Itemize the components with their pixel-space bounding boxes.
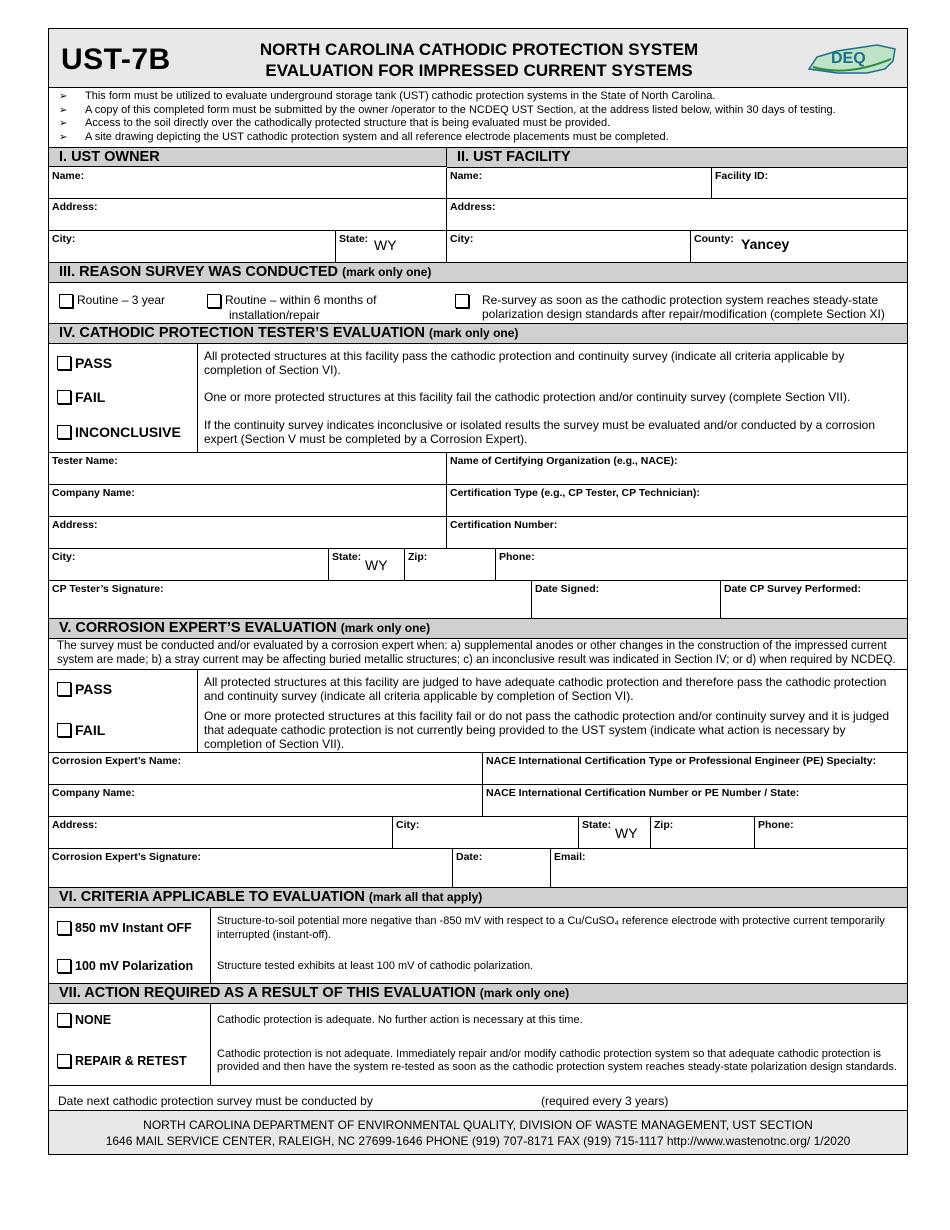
- cert-number-field[interactable]: [447, 517, 907, 548]
- intro-item: [59, 131, 901, 145]
- field-label: Tester Name:: [52, 455, 118, 467]
- field-label: Certification Number:: [450, 519, 558, 531]
- expert-address-field[interactable]: [49, 817, 393, 848]
- criteria-100mv-option[interactable]: [49, 948, 211, 983]
- tester-state-value: WY: [365, 557, 388, 573]
- option-description: One or more protected structures at this facility fail the cathodic protection and/or continuity survey (complete Section VII).: [204, 390, 851, 404]
- intro-item-text: A copy of this completed form must be submitted by the owner /operator to the NCDEQ UST Section, at the address listed below, within 30 days of testing.: [85, 103, 836, 116]
- option-description: Cathodic protection is adequate. No further action is necessary at this time.: [217, 1014, 583, 1026]
- eval-fail-row: [49, 382, 907, 412]
- intro-item: [59, 104, 901, 118]
- field-label: NACE International Certification Number or PE Number / State:: [486, 787, 800, 799]
- field-label: NACE International Certification Type or Professional Engineer (PE) Specialty:: [486, 755, 877, 767]
- intro-item: [59, 90, 901, 104]
- next-survey-note: (required every 3 years): [541, 1094, 669, 1108]
- section-title-text: VII. ACTION REQUIRED AS A RESULT OF THIS EVALUATION: [59, 985, 476, 1001]
- criteria-list: [49, 908, 907, 984]
- checkbox[interactable]: [57, 723, 71, 737]
- owner-city-field[interactable]: [49, 231, 336, 262]
- option-description: All protected structures at this facility are judged to have adequate cathodic protection and therefore pass the cathodic protection and continuity survey (indicate all criteria applicable by completion of Section VI).: [204, 675, 887, 703]
- criteria-100mv-row: [49, 948, 907, 983]
- section-title: II. UST FACILITY: [447, 148, 907, 168]
- facility-name-field[interactable]: [447, 168, 712, 198]
- field-label: Corrosion Expert’s Name:: [52, 755, 182, 767]
- cert-type-field[interactable]: [447, 485, 907, 516]
- owner-address-field[interactable]: [49, 199, 447, 230]
- section-title: [49, 984, 907, 1004]
- option-description: All protected structures at this facility pass the cathodic protection and continuity survey (indicate all criteria applicable by completion of Section VI).: [204, 349, 845, 377]
- county-value: Yancey: [741, 236, 790, 252]
- expert-pass-row: [49, 670, 907, 708]
- expert-signature-field[interactable]: [49, 849, 453, 887]
- tester-evaluation: [49, 344, 907, 453]
- expert-row: [49, 785, 907, 817]
- field-label: City:: [396, 819, 420, 831]
- footer-line1: NORTH CAROLINA DEPARTMENT OF ENVIRONMENTAL QUALITY, DIVISION OF WASTE MANAGEMENT, UST SECTION: [143, 1118, 813, 1132]
- facility-county-field[interactable]: [691, 231, 907, 262]
- reason-resurvey-checkbox[interactable]: [455, 293, 473, 308]
- nace-number-field[interactable]: [483, 785, 907, 816]
- option-label: PASS: [75, 681, 113, 697]
- ust-7b-form: [48, 28, 908, 1155]
- checkbox[interactable]: [57, 425, 71, 439]
- arrow-bullet-icon: ➢: [59, 131, 68, 143]
- option-label: Routine – within 6 months of: [225, 293, 377, 307]
- tester-phone-field[interactable]: [496, 549, 907, 580]
- facility-id-field[interactable]: [712, 168, 907, 198]
- field-label: Date Signed:: [535, 583, 600, 595]
- field-label: Facility ID:: [715, 170, 769, 182]
- fail-option[interactable]: [49, 382, 198, 412]
- reason-routine-3yr[interactable]: [59, 293, 165, 308]
- expert-state-value: WY: [615, 825, 638, 841]
- expert-city-field[interactable]: [393, 817, 579, 848]
- expert-date-field[interactable]: [453, 849, 551, 887]
- expert-pass-option[interactable]: [49, 670, 198, 708]
- option-label: Routine – 3 year: [77, 293, 166, 307]
- section-title-text: IV. CATHODIC PROTECTION TESTER’S EVALUATION: [59, 325, 426, 341]
- tester-city-field[interactable]: [49, 549, 329, 580]
- option-description: Structure tested exhibits at least 100 mV of cathodic polarization.: [217, 959, 534, 972]
- field-label: Date CP Survey Performed:: [724, 583, 861, 595]
- arrow-bullet-icon: ➢: [59, 118, 68, 129]
- action-repair-row: [49, 1036, 907, 1085]
- cert-org-field[interactable]: [447, 453, 907, 484]
- eval-inconclusive-row: [49, 412, 907, 452]
- option-label: installation/repair: [229, 307, 320, 322]
- tester-row: [49, 549, 907, 581]
- field-label: Zip:: [654, 819, 674, 831]
- logo-text: DEQ: [831, 50, 866, 67]
- field-label: Phone:: [499, 551, 535, 563]
- facility-city-field[interactable]: [447, 231, 691, 262]
- option-description: Structure-to-soil potential more negative than -850 mV with respect to a Cu/CuSO₄ reference electrode with protective current temporarily interrupted (instant-off).: [217, 915, 885, 941]
- expert-phone-field[interactable]: [755, 817, 907, 848]
- field-label: State:: [339, 233, 369, 245]
- form-header: [49, 29, 907, 88]
- tester-row: [49, 453, 907, 485]
- field-label: Name:: [450, 170, 483, 182]
- tester-zip-field[interactable]: [405, 549, 496, 580]
- section-title: [49, 263, 907, 283]
- date-survey-field[interactable]: [721, 581, 907, 618]
- field-label: Name:: [52, 170, 85, 182]
- tester-state-field[interactable]: [329, 549, 405, 580]
- action-none-option[interactable]: [49, 1004, 211, 1036]
- checkbox[interactable]: [57, 682, 71, 696]
- date-signed-field[interactable]: [532, 581, 721, 618]
- section-title: I. UST OWNER: [49, 148, 447, 167]
- checkbox[interactable]: [59, 294, 73, 308]
- owner-facility-header: [49, 148, 907, 168]
- field-label: City:: [52, 551, 76, 563]
- option-label: 100 mV Polarization: [75, 958, 194, 973]
- action-list: [49, 1004, 907, 1086]
- expert-state-field[interactable]: [579, 817, 651, 848]
- expert-fail-row: [49, 708, 907, 752]
- field-label: Corrosion Expert’s Signature:: [52, 851, 201, 863]
- intro-item: [59, 117, 901, 131]
- option-label: polarization design standards after repair/modification (complete Section XI): [482, 307, 885, 321]
- form-title-line2: EVALUATION FOR IMPRESSED CURRENT SYSTEMS: [265, 61, 693, 80]
- checkbox[interactable]: [57, 356, 71, 370]
- option-description: One or more protected structures at this facility fail or do not pass the cathodic protection and/or continuity survey and it is judged that adequate cathodic protection is not currently being provided to the UST system (indicate what action is necessary by completion of Section VII).: [204, 709, 890, 751]
- option-label: INCONCLUSIVE: [75, 424, 181, 440]
- intro-item-text: This form must be utilized to evaluate underground storage tank (UST) cathodic protection systems in the State of North Carolina.: [85, 90, 716, 102]
- section-note: (mark only one): [429, 326, 519, 340]
- section-title: [49, 324, 907, 344]
- section-note: (mark only one): [479, 986, 570, 1000]
- field-label: Zip:: [408, 551, 428, 563]
- expert-name-field[interactable]: [49, 753, 483, 784]
- checkbox[interactable]: [57, 959, 71, 973]
- field-label: Certification Type (e.g., CP Tester, CP Technician):: [450, 487, 700, 499]
- reason-routine-6mo[interactable]: [207, 293, 376, 322]
- expert-evaluation: [49, 670, 907, 753]
- expert-zip-field[interactable]: [651, 817, 755, 848]
- tester-signature-field[interactable]: [49, 581, 532, 618]
- checkbox[interactable]: [57, 1013, 71, 1027]
- next-survey-row: [49, 1086, 907, 1111]
- action-repair-option[interactable]: [49, 1036, 211, 1085]
- criteria-850mv-row: [49, 908, 907, 948]
- field-label: Email:: [554, 851, 586, 863]
- checkbox[interactable]: [57, 390, 71, 404]
- expert-row: [49, 753, 907, 785]
- section-note: (mark only one): [340, 621, 431, 635]
- checkbox[interactable]: [57, 1054, 71, 1068]
- owner-name-field[interactable]: [49, 168, 447, 198]
- option-label: FAIL: [75, 722, 106, 738]
- tester-row: [49, 517, 907, 549]
- arrow-bullet-icon: ➢: [59, 104, 68, 116]
- option-description: If the continuity survey indicates inconclusive or isolated results the survey must be evaluated and/or conducted by a corrosion expert (Section V must be completed by a Corrosion Expert).: [204, 418, 876, 446]
- owner-state-field[interactable]: [336, 231, 447, 262]
- tester-row: [49, 485, 907, 517]
- field-label: Name of Certifying Organization (e.g., NACE):: [450, 455, 678, 467]
- field-label: Address:: [52, 819, 98, 831]
- pass-option[interactable]: [49, 344, 198, 382]
- field-label: Phone:: [758, 819, 794, 831]
- form-title-line1: NORTH CAROLINA CATHODIC PROTECTION SYSTEM: [259, 40, 699, 59]
- intro-item-text: Access to the soil directly over the cathodically protected structure that is being evaluated must be provided.: [85, 117, 611, 129]
- arrow-bullet-icon: ➢: [59, 91, 68, 102]
- form-title: [199, 39, 759, 81]
- criteria-850mv-option[interactable]: [49, 908, 211, 948]
- option-label: Re-survey as soon as the cathodic protection system reaches steady-state: [482, 293, 879, 307]
- section-title-text: VI. CRITERIA APPLICABLE TO EVALUATION: [59, 889, 365, 905]
- field-label: Address:: [52, 201, 98, 213]
- section-title-text: III. REASON SURVEY WAS CONDUCTED: [59, 264, 339, 280]
- option-label: FAIL: [75, 389, 106, 405]
- field-label: County:: [694, 233, 734, 245]
- field-label: Address:: [52, 519, 98, 531]
- eval-pass-row: [49, 344, 907, 382]
- tester-company-field[interactable]: [49, 485, 447, 516]
- expert-intro-text: The survey must be conducted and/or evaluated by a corrosion expert when: a) supplemental anodes or other changes in the construction of the impressed current system are made; b) a stray current may be affecting buried metallic structures; c) an inconclusive result was indicated in Section IV; or d) when required by NCDEQ.: [49, 639, 907, 670]
- inconclusive-option[interactable]: [49, 412, 198, 452]
- owner-facility-row: [49, 231, 907, 263]
- deq-logo-icon: [807, 39, 899, 79]
- section-note: (mark only one): [342, 265, 432, 279]
- nace-type-field[interactable]: [483, 753, 907, 784]
- expert-row: [49, 817, 907, 849]
- tester-row: [49, 581, 907, 619]
- reason-resurvey: [482, 293, 885, 321]
- intro-item-text: A site drawing depicting the UST cathodic protection system and all reference electrode placements must be completed.: [85, 130, 669, 143]
- expert-email-field[interactable]: [551, 849, 907, 887]
- option-description: Cathodic protection is not adequate. Immediately repair and/or modify cathodic protection system so that adequate cathodic protection is provided and then have the system re-tested as soon as the cathodic protection system reaches steady-state polarization design standards.: [217, 1047, 897, 1073]
- option-label: REPAIR & RETEST: [75, 1053, 187, 1068]
- owner-facility-row: [49, 199, 907, 231]
- expert-company-field[interactable]: [49, 785, 483, 816]
- option-label: NONE: [75, 1013, 112, 1027]
- facility-address-field[interactable]: [447, 199, 907, 230]
- reason-row: [49, 283, 907, 324]
- tester-address-field[interactable]: [49, 517, 447, 548]
- field-label: Date:: [456, 851, 483, 863]
- checkbox[interactable]: [57, 921, 71, 935]
- checkbox[interactable]: [455, 294, 469, 308]
- action-none-row: [49, 1004, 907, 1036]
- field-label: Address:: [450, 201, 496, 213]
- field-label: City:: [52, 233, 76, 245]
- intro-list: [49, 88, 907, 148]
- owner-facility-row: [49, 168, 907, 199]
- section-note: (mark all that apply): [368, 890, 483, 904]
- section-title-text: V. CORROSION EXPERT’S EVALUATION: [59, 620, 337, 636]
- field-label: City:: [450, 233, 474, 245]
- field-label: Company Name:: [52, 487, 135, 499]
- form-id: UST-7B: [61, 43, 171, 76]
- next-survey-label: Date next cathodic protection survey must be conducted by: [58, 1094, 373, 1108]
- expert-fail-option[interactable]: [49, 708, 198, 752]
- tester-name-field[interactable]: [49, 453, 447, 484]
- field-label: State:: [582, 819, 612, 831]
- field-label: State:: [332, 551, 362, 563]
- form-footer: [49, 1111, 907, 1154]
- checkbox[interactable]: [207, 294, 221, 308]
- section-title: [49, 888, 907, 908]
- expert-row: [49, 849, 907, 888]
- field-label: CP Tester’s Signature:: [52, 583, 164, 595]
- footer-line2: 1646 MAIL SERVICE CENTER, RALEIGH, NC 27699-1646 PHONE (919) 707-8171 FAX (919) 715-1117 http://www.wastenotnc.org/ 1/2020: [105, 1134, 851, 1148]
- option-label: PASS: [75, 355, 113, 371]
- option-label: 850 mV Instant OFF: [75, 921, 192, 935]
- owner-state-value: WY: [374, 237, 397, 253]
- field-label: Company Name:: [52, 787, 135, 799]
- section-title: [49, 619, 907, 639]
